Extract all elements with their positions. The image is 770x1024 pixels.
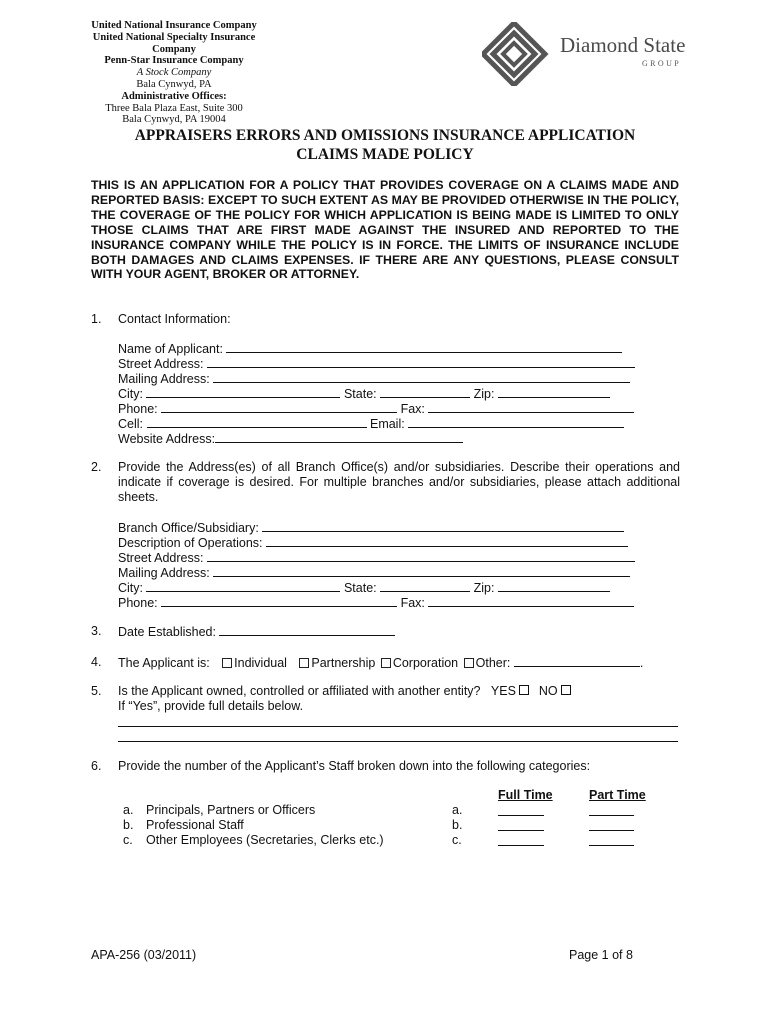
- q1-phone-row: [118, 401, 634, 417]
- mailing-address-label: Mailing Address:: [118, 372, 210, 386]
- stock-company: A Stock Company: [136, 67, 212, 79]
- fax-field[interactable]: [428, 401, 634, 413]
- branch-fax-field[interactable]: [428, 595, 634, 607]
- q2-operations-row: [118, 535, 628, 551]
- company-name-2: United National Specialty Insurance Company: [92, 31, 256, 55]
- email-field[interactable]: [408, 416, 624, 428]
- operations-field[interactable]: [266, 535, 628, 547]
- street-address-field[interactable]: [207, 356, 635, 368]
- logo-name: Diamond State: [560, 33, 686, 57]
- q6-number: 6.: [91, 759, 102, 773]
- branch-city-label: City:: [118, 581, 143, 595]
- branch-mailing-label: Mailing Address:: [118, 566, 210, 580]
- branch-fax-label: Fax:: [400, 596, 425, 610]
- q1-street-row: [118, 356, 635, 372]
- phone-field[interactable]: [161, 401, 397, 413]
- staff-row-c-label: Other Employees (Secretaries, Clerks etc.): [146, 833, 384, 847]
- branch-state-label: State:: [343, 581, 377, 595]
- page-title: APPRAISERS ERRORS AND OMISSIONS INSURANCE APPLICATION: [134, 127, 636, 144]
- staff-row-a-letter: a.: [123, 803, 134, 817]
- corporation-checkbox[interactable]: [381, 658, 391, 668]
- state-label: State:: [343, 387, 377, 401]
- no-checkbox[interactable]: [561, 685, 571, 695]
- q4-end: .: [639, 656, 644, 670]
- city-line: Bala Cynwyd, PA: [136, 78, 212, 90]
- staff-row-c-ref: c.: [452, 833, 462, 847]
- admin-offices-label: Administrative Offices:: [121, 90, 227, 102]
- professional-full-time-field[interactable]: [498, 819, 544, 831]
- partnership-label: Partnership: [311, 656, 376, 670]
- branch-zip-field[interactable]: [498, 580, 610, 592]
- q1-number: 1.: [91, 312, 102, 326]
- mailing-address-field[interactable]: [213, 371, 630, 383]
- q6-label: Provide the number of the Applicant’s Staff broken down into the following categories:: [118, 759, 591, 773]
- city-field[interactable]: [146, 386, 340, 398]
- cell-label: Cell:: [118, 417, 144, 431]
- individual-checkbox[interactable]: [222, 658, 232, 668]
- email-label: Email:: [369, 417, 405, 431]
- staff-row-a-label: Principals, Partners or Officers: [146, 803, 316, 817]
- logo-group: GROUP: [642, 59, 682, 68]
- other-checkbox[interactable]: [464, 658, 474, 668]
- page-subtitle: CLAIMS MADE POLICY: [296, 146, 474, 163]
- details-line-1[interactable]: [118, 726, 678, 727]
- q5-row: [118, 684, 574, 699]
- fax-label: Fax:: [400, 402, 425, 416]
- staff-row-b-letter: b.: [123, 818, 134, 832]
- form-number: APA-256 (03/2011): [91, 948, 197, 962]
- cell-field[interactable]: [147, 416, 367, 428]
- q2-branch-row: [118, 520, 624, 536]
- company-header: [70, 20, 278, 126]
- operations-label: Description of Operations:: [118, 536, 263, 550]
- branch-label: Branch Office/Subsidiary:: [118, 521, 259, 535]
- company-name-3: Penn-Star Insurance Company: [104, 55, 244, 67]
- staff-row-c-letter: c.: [123, 833, 133, 847]
- branch-phone-label: Phone:: [118, 596, 158, 610]
- state-field[interactable]: [380, 386, 470, 398]
- q3-number: 3.: [91, 624, 102, 638]
- city-label: City:: [118, 387, 143, 401]
- staff-row-a-ref: a.: [452, 803, 463, 817]
- q1-title: Contact Information:: [118, 312, 231, 326]
- q2-street-row: [118, 550, 635, 566]
- branch-street-field[interactable]: [207, 550, 635, 562]
- q1-name-row: [118, 341, 622, 357]
- q2-number: 2.: [91, 460, 102, 474]
- address-line-1: Three Bala Plaza East, Suite 300: [105, 102, 243, 114]
- street-address-label: Street Address:: [118, 357, 204, 371]
- q2-mailing-row: [118, 565, 630, 581]
- applicant-name-label: Name of Applicant:: [118, 342, 223, 356]
- individual-label: Individual: [234, 656, 287, 670]
- q1-cell-row: [118, 416, 624, 432]
- part-time-header: Part Time: [589, 788, 646, 802]
- q1-mailing-row: [118, 371, 630, 387]
- branch-phone-field[interactable]: [161, 595, 397, 607]
- affiliation-question: Is the Applicant owned, controlled or affiliated with another entity?: [118, 684, 481, 698]
- branch-zip-label: Zip:: [473, 581, 495, 595]
- applicant-is-label: The Applicant is:: [118, 656, 210, 670]
- q3-row: [118, 624, 395, 640]
- applicant-name-field[interactable]: [226, 341, 622, 353]
- partnership-checkbox[interactable]: [299, 658, 309, 668]
- date-established-field[interactable]: [219, 624, 395, 636]
- website-field[interactable]: [215, 431, 463, 443]
- page-number: Page 1 of 8: [569, 948, 633, 962]
- q2-city-row: [118, 580, 610, 596]
- branch-field[interactable]: [262, 520, 624, 532]
- q2-phone-row: [118, 595, 634, 611]
- staff-row-b-label: Professional Staff: [146, 818, 244, 832]
- phone-label: Phone:: [118, 402, 158, 416]
- claims-made-warning: THIS IS AN APPLICATION FOR A POLICY THAT PROVIDES COVERAGE ON A CLAIMS MADE AND REPORTED BASIS: EXCEPT TO SUCH EXTENT AS MAY BE PROVIDED OTHERWISE IN THE POLICY, THE COVERAGE OF THE POLICY FOR WHICH APPLICATION IS BEING MADE IS LIMITED TO ONLY THOSE CLAIMS THAT ARE FIRST MADE AGAINST THE INSURED AND REPORTED TO THE INSURANCE COMPANY WHILE THE POLICY IS IN FORCE. THE LIMITS OF INSURANCE INCLUDE BOTH DAMAGES AND CLAIMS EXPENSES. IF THERE ARE ANY QUESTIONS, PLEASE CONSULT WITH YOUR AGENT, BROKER OR ATTORNEY.: [91, 178, 679, 282]
- q4-row: [118, 655, 643, 671]
- other-label: Other:: [475, 656, 511, 670]
- no-label: NO: [538, 684, 558, 698]
- branch-mailing-field[interactable]: [213, 565, 630, 577]
- zip-label: Zip:: [473, 387, 495, 401]
- yes-checkbox[interactable]: [519, 685, 529, 695]
- other-employees-full-time-field[interactable]: [498, 834, 544, 846]
- branch-state-field[interactable]: [380, 580, 470, 592]
- principals-full-time-field[interactable]: [498, 804, 544, 816]
- date-established-label: Date Established:: [118, 625, 216, 639]
- professional-part-time-field[interactable]: [589, 819, 634, 831]
- yes-label: YES: [490, 684, 516, 698]
- corporation-label: Corporation: [392, 656, 459, 670]
- staff-row-b-ref: b.: [452, 818, 463, 832]
- q1-city-row: [118, 386, 610, 402]
- address-line-2: Bala Cynwyd, PA 19004: [122, 114, 226, 126]
- branch-street-label: Street Address:: [118, 551, 204, 565]
- principals-part-time-field[interactable]: [589, 804, 634, 816]
- q2-text: Provide the Address(es) of all Branch Office(s) and/or subsidiaries. Describe their operations and indicate if coverage is desired. For multiple branches and/or subsidiaries, please attach additional sheets.: [118, 460, 680, 504]
- zip-field[interactable]: [498, 386, 610, 398]
- q5-followup: If “Yes”, provide full details below.: [118, 699, 304, 713]
- website-label: Website Address:: [118, 432, 216, 446]
- q1-website-row: [118, 431, 463, 447]
- other-field[interactable]: [514, 655, 640, 667]
- branch-city-field[interactable]: [146, 580, 340, 592]
- company-name-1: United National Insurance Company: [91, 20, 257, 31]
- q5-number: 5.: [91, 684, 102, 698]
- other-employees-part-time-field[interactable]: [589, 834, 634, 846]
- full-time-header: Full Time: [498, 788, 553, 802]
- details-line-2[interactable]: [118, 741, 678, 742]
- q4-number: 4.: [91, 655, 102, 669]
